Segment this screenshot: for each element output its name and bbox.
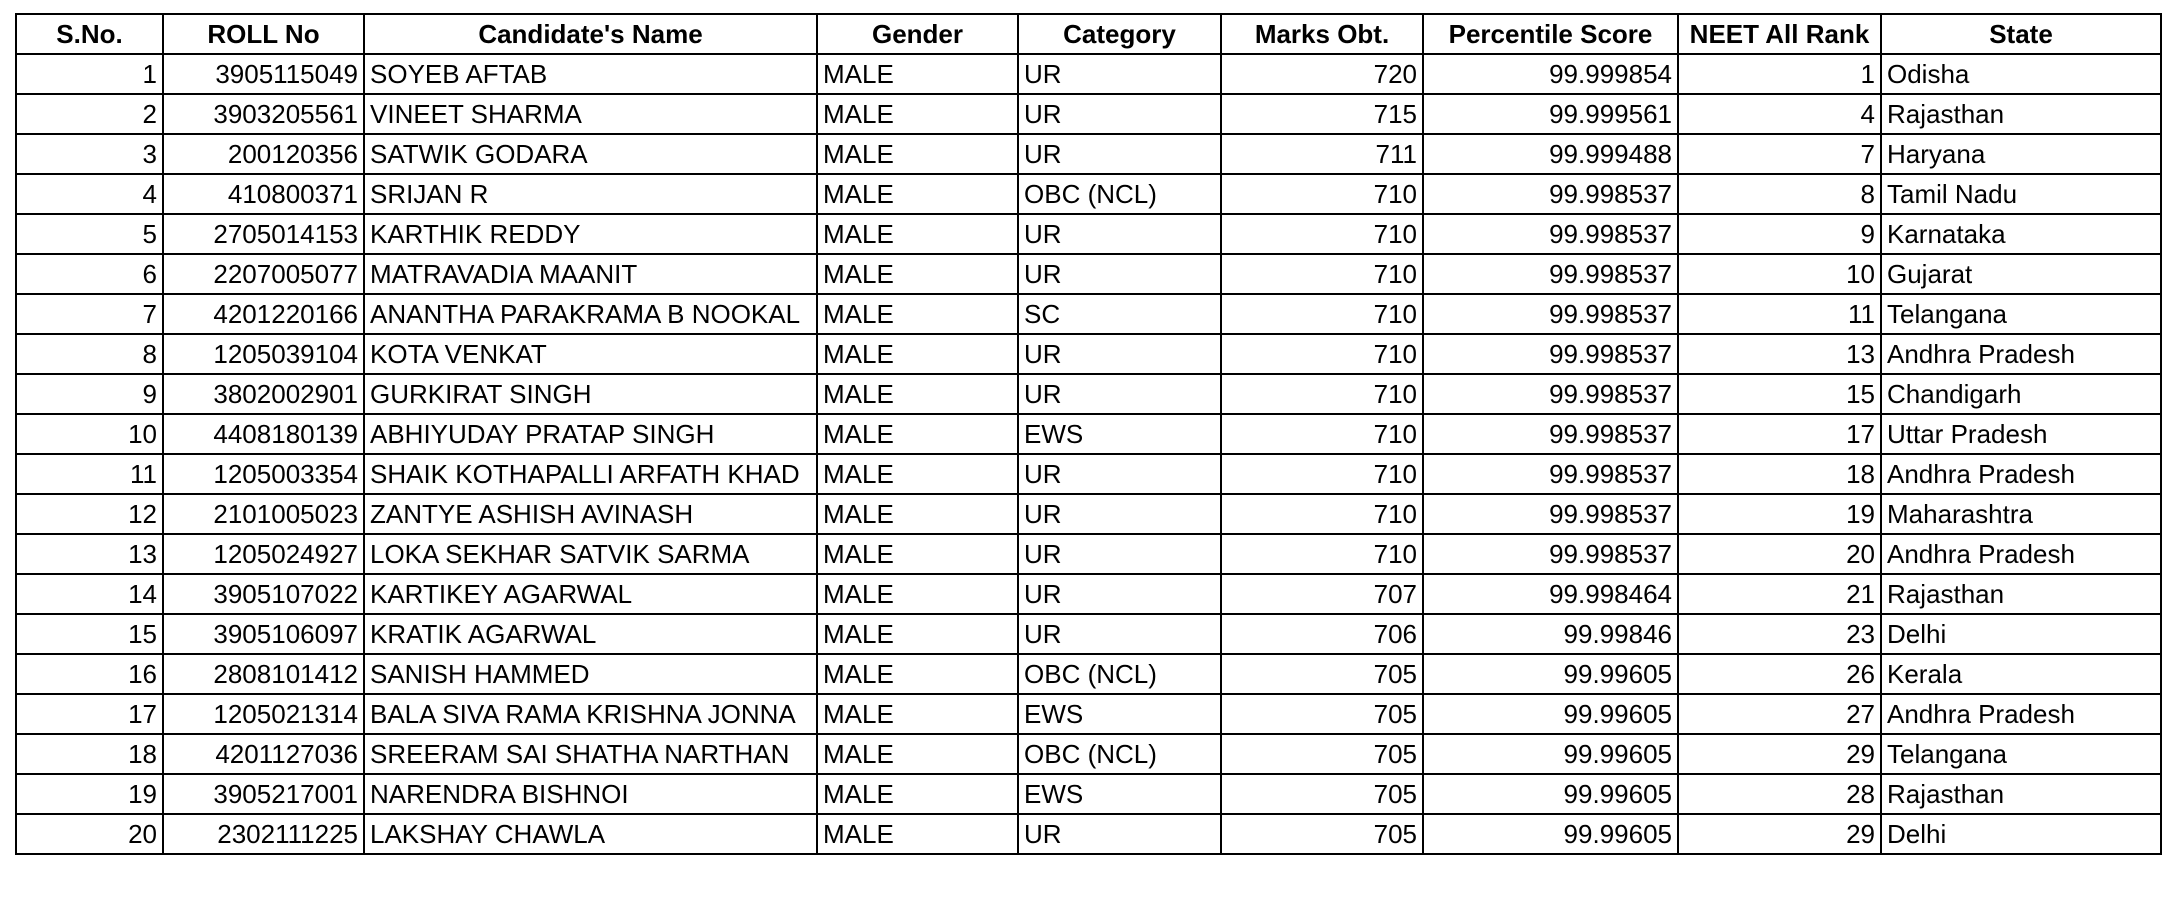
gender-cell: MALE [817,694,1018,734]
gender-cell: MALE [817,574,1018,614]
marks-cell: 710 [1221,374,1423,414]
percentile-cell: 99.999854 [1423,54,1678,94]
percentile-cell: 99.99605 [1423,734,1678,774]
roll-cell: 4201220166 [163,294,364,334]
col-roll-header: ROLL No [163,14,364,54]
header-row [16,14,2161,54]
category-cell: UR [1018,134,1221,174]
category-cell: OBC (NCL) [1018,654,1221,694]
table-row [16,334,2161,374]
roll-cell: 3905217001 [163,774,364,814]
gender-cell: MALE [817,454,1018,494]
table-row [16,654,2161,694]
table-row [16,94,2161,134]
table-row [16,494,2161,534]
state-cell: Kerala [1881,654,2161,694]
name-cell: KOTA VENKAT [364,334,817,374]
state-cell: Rajasthan [1881,94,2161,134]
category-cell: UR [1018,534,1221,574]
state-cell: Andhra Pradesh [1881,334,2161,374]
table-row [16,614,2161,654]
name-cell: SANISH HAMMED [364,654,817,694]
marks-cell: 705 [1221,694,1423,734]
table-row [16,174,2161,214]
gender-cell: MALE [817,494,1018,534]
percentile-cell: 99.998537 [1423,334,1678,374]
marks-cell: 710 [1221,454,1423,494]
marks-cell: 710 [1221,294,1423,334]
name-cell: SREERAM SAI SHATHA NARTHAN [364,734,817,774]
percentile-cell: 99.998537 [1423,174,1678,214]
col-rank-header: NEET All Rank [1678,14,1881,54]
rank-cell: 28 [1678,774,1881,814]
state-cell: Maharashtra [1881,494,2161,534]
category-cell: OBC (NCL) [1018,174,1221,214]
table-row [16,694,2161,734]
rank-cell: 4 [1678,94,1881,134]
marks-cell: 710 [1221,534,1423,574]
sno-cell: 8 [16,334,163,374]
name-cell: LOKA SEKHAR SATVIK SARMA [364,534,817,574]
name-cell: BALA SIVA RAMA KRISHNA JONNA [364,694,817,734]
name-cell: NARENDRA BISHNOI [364,774,817,814]
percentile-cell: 99.999488 [1423,134,1678,174]
marks-cell: 710 [1221,414,1423,454]
category-cell: UR [1018,214,1221,254]
sno-cell: 11 [16,454,163,494]
gender-cell: MALE [817,614,1018,654]
rank-cell: 10 [1678,254,1881,294]
marks-cell: 710 [1221,494,1423,534]
gender-cell: MALE [817,734,1018,774]
percentile-cell: 99.998537 [1423,494,1678,534]
marks-cell: 711 [1221,134,1423,174]
rank-cell: 19 [1678,494,1881,534]
name-cell: KARTHIK REDDY [364,214,817,254]
table-row [16,774,2161,814]
state-cell: Delhi [1881,614,2161,654]
gender-cell: MALE [817,334,1018,374]
gender-cell: MALE [817,214,1018,254]
marks-cell: 705 [1221,734,1423,774]
marks-cell: 707 [1221,574,1423,614]
state-cell: Andhra Pradesh [1881,454,2161,494]
roll-cell: 200120356 [163,134,364,174]
sno-cell: 16 [16,654,163,694]
category-cell: UR [1018,54,1221,94]
table-row [16,454,2161,494]
rank-cell: 20 [1678,534,1881,574]
table-row [16,814,2161,854]
gender-cell: MALE [817,94,1018,134]
roll-cell: 3905106097 [163,614,364,654]
sno-cell: 14 [16,574,163,614]
roll-cell: 4408180139 [163,414,364,454]
category-cell: UR [1018,254,1221,294]
percentile-cell: 99.998464 [1423,574,1678,614]
category-cell: UR [1018,494,1221,534]
gender-cell: MALE [817,534,1018,574]
percentile-cell: 99.99605 [1423,774,1678,814]
percentile-cell: 99.99605 [1423,694,1678,734]
gender-cell: MALE [817,814,1018,854]
sno-cell: 12 [16,494,163,534]
gender-cell: MALE [817,174,1018,214]
roll-cell: 3905115049 [163,54,364,94]
marks-cell: 706 [1221,614,1423,654]
sno-cell: 7 [16,294,163,334]
table-row [16,294,2161,334]
percentile-cell: 99.999561 [1423,94,1678,134]
rank-cell: 26 [1678,654,1881,694]
roll-cell: 4201127036 [163,734,364,774]
rank-cell: 27 [1678,694,1881,734]
name-cell: VINEET SHARMA [364,94,817,134]
marks-cell: 705 [1221,654,1423,694]
rank-cell: 23 [1678,614,1881,654]
percentile-cell: 99.998537 [1423,414,1678,454]
state-cell: Uttar Pradesh [1881,414,2161,454]
roll-cell: 3905107022 [163,574,364,614]
name-cell: ANANTHA PARAKRAMA B NOOKAL [364,294,817,334]
sno-cell: 9 [16,374,163,414]
table-row [16,254,2161,294]
gender-cell: MALE [817,414,1018,454]
col-state-header: State [1881,14,2161,54]
roll-cell: 3802002901 [163,374,364,414]
col-gender-header: Gender [817,14,1018,54]
table-row [16,54,2161,94]
gender-cell: MALE [817,134,1018,174]
category-cell: EWS [1018,414,1221,454]
sno-cell: 1 [16,54,163,94]
sno-cell: 19 [16,774,163,814]
percentile-cell: 99.99605 [1423,654,1678,694]
table-row [16,214,2161,254]
category-cell: OBC (NCL) [1018,734,1221,774]
state-cell: Telangana [1881,734,2161,774]
rank-cell: 11 [1678,294,1881,334]
sno-cell: 15 [16,614,163,654]
table-row [16,574,2161,614]
rank-cell: 18 [1678,454,1881,494]
roll-cell: 2808101412 [163,654,364,694]
roll-cell: 2302111225 [163,814,364,854]
percentile-cell: 99.998537 [1423,534,1678,574]
sno-cell: 5 [16,214,163,254]
col-percentile-header: Percentile Score [1423,14,1678,54]
state-cell: Odisha [1881,54,2161,94]
roll-cell: 3903205561 [163,94,364,134]
marks-cell: 710 [1221,334,1423,374]
category-cell: UR [1018,94,1221,134]
rank-cell: 8 [1678,174,1881,214]
name-cell: LAKSHAY CHAWLA [364,814,817,854]
percentile-cell: 99.998537 [1423,254,1678,294]
state-cell: Andhra Pradesh [1881,694,2161,734]
name-cell: SATWIK GODARA [364,134,817,174]
rank-cell: 13 [1678,334,1881,374]
roll-cell: 1205039104 [163,334,364,374]
name-cell: SOYEB AFTAB [364,54,817,94]
col-marks-header: Marks Obt. [1221,14,1423,54]
state-cell: Tamil Nadu [1881,174,2161,214]
table-row [16,734,2161,774]
sno-cell: 6 [16,254,163,294]
rank-cell: 29 [1678,814,1881,854]
gender-cell: MALE [817,294,1018,334]
state-cell: Haryana [1881,134,2161,174]
state-cell: Andhra Pradesh [1881,534,2161,574]
category-cell: UR [1018,454,1221,494]
table-header [16,14,2161,54]
category-cell: EWS [1018,694,1221,734]
sno-cell: 13 [16,534,163,574]
percentile-cell: 99.99605 [1423,814,1678,854]
category-cell: UR [1018,574,1221,614]
sno-cell: 3 [16,134,163,174]
col-sno-header: S.No. [16,14,163,54]
marks-cell: 715 [1221,94,1423,134]
rank-cell: 7 [1678,134,1881,174]
category-cell: UR [1018,614,1221,654]
state-cell: Telangana [1881,294,2161,334]
results-table [15,13,2162,855]
table-row [16,534,2161,574]
marks-cell: 705 [1221,774,1423,814]
name-cell: ABHIYUDAY PRATAP SINGH [364,414,817,454]
category-cell: EWS [1018,774,1221,814]
percentile-cell: 99.99846 [1423,614,1678,654]
roll-cell: 410800371 [163,174,364,214]
category-cell: UR [1018,334,1221,374]
rank-cell: 15 [1678,374,1881,414]
percentile-cell: 99.998537 [1423,374,1678,414]
marks-cell: 710 [1221,254,1423,294]
table-row [16,414,2161,454]
percentile-cell: 99.998537 [1423,454,1678,494]
rank-cell: 21 [1678,574,1881,614]
rank-cell: 29 [1678,734,1881,774]
percentile-cell: 99.998537 [1423,214,1678,254]
sno-cell: 17 [16,694,163,734]
state-cell: Rajasthan [1881,774,2161,814]
sno-cell: 10 [16,414,163,454]
gender-cell: MALE [817,54,1018,94]
category-cell: SC [1018,294,1221,334]
name-cell: KARTIKEY AGARWAL [364,574,817,614]
sno-cell: 2 [16,94,163,134]
state-cell: Chandigarh [1881,374,2161,414]
rank-cell: 1 [1678,54,1881,94]
col-name-header: Candidate's Name [364,14,817,54]
name-cell: MATRAVADIA MAANIT [364,254,817,294]
gender-cell: MALE [817,254,1018,294]
name-cell: ZANTYE ASHISH AVINASH [364,494,817,534]
table-row [16,374,2161,414]
gender-cell: MALE [817,374,1018,414]
category-cell: UR [1018,814,1221,854]
sno-cell: 18 [16,734,163,774]
roll-cell: 1205021314 [163,694,364,734]
percentile-cell: 99.998537 [1423,294,1678,334]
name-cell: KRATIK AGARWAL [364,614,817,654]
roll-cell: 1205024927 [163,534,364,574]
gender-cell: MALE [817,654,1018,694]
marks-cell: 720 [1221,54,1423,94]
roll-cell: 2705014153 [163,214,364,254]
roll-cell: 2207005077 [163,254,364,294]
state-cell: Delhi [1881,814,2161,854]
sno-cell: 20 [16,814,163,854]
roll-cell: 1205003354 [163,454,364,494]
state-cell: Karnataka [1881,214,2161,254]
category-cell: UR [1018,374,1221,414]
gender-cell: MALE [817,774,1018,814]
state-cell: Gujarat [1881,254,2161,294]
name-cell: SRIJAN R [364,174,817,214]
state-cell: Rajasthan [1881,574,2161,614]
roll-cell: 2101005023 [163,494,364,534]
rank-cell: 9 [1678,214,1881,254]
table-body [16,54,2161,854]
table-row [16,134,2161,174]
name-cell: SHAIK KOTHAPALLI ARFATH KHAD [364,454,817,494]
name-cell: GURKIRAT SINGH [364,374,817,414]
marks-cell: 705 [1221,814,1423,854]
marks-cell: 710 [1221,214,1423,254]
col-category-header: Category [1018,14,1221,54]
rank-cell: 17 [1678,414,1881,454]
sno-cell: 4 [16,174,163,214]
marks-cell: 710 [1221,174,1423,214]
